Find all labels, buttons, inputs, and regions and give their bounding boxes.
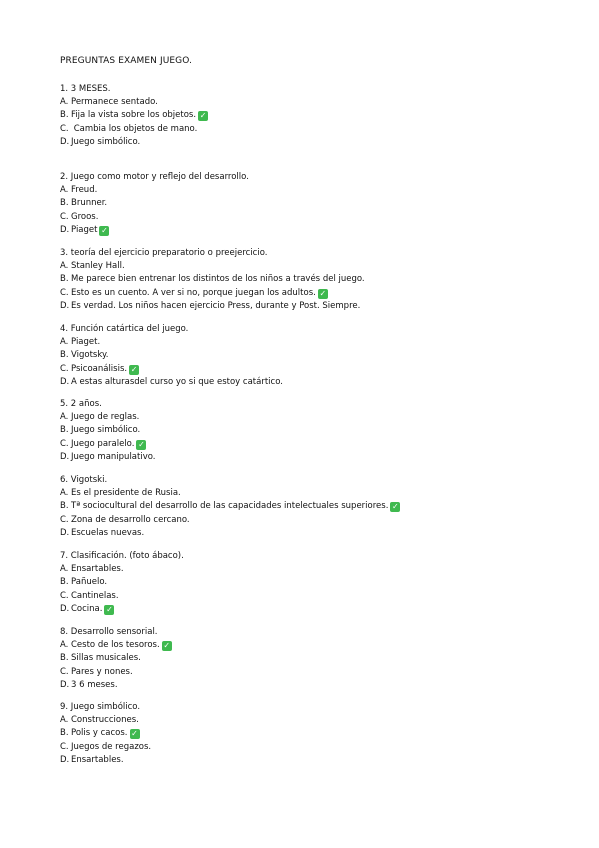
answer-option bbox=[60, 424, 156, 437]
option-letter: C. bbox=[60, 363, 69, 374]
question-block bbox=[60, 398, 156, 464]
option-letter: D. bbox=[60, 224, 70, 235]
option-letter: A. bbox=[60, 261, 69, 272]
question-block bbox=[60, 474, 400, 540]
option-letter: C. bbox=[60, 590, 69, 601]
option-text: Vigotsky. bbox=[71, 350, 109, 361]
answer-option bbox=[60, 563, 184, 576]
option-letter: B. bbox=[60, 425, 69, 436]
option-letter: B. bbox=[60, 577, 69, 588]
answer-option bbox=[60, 273, 365, 286]
option-letter: B. bbox=[60, 274, 69, 285]
option-letter: D. bbox=[60, 376, 70, 387]
option-text: Groos. bbox=[71, 211, 99, 222]
option-text: Zona de desarrollo cercano. bbox=[71, 514, 190, 525]
answer-option bbox=[60, 666, 172, 679]
option-text: Juegos de regazos. bbox=[71, 741, 152, 752]
question-block bbox=[60, 701, 151, 767]
option-letter: D. bbox=[60, 527, 70, 538]
question-block bbox=[60, 323, 283, 389]
answer-option bbox=[60, 211, 249, 224]
option-text: Cantinelas. bbox=[71, 590, 119, 601]
option-text: Polis y cacos. bbox=[71, 728, 128, 739]
answer-option bbox=[60, 438, 156, 451]
answer-option bbox=[60, 363, 283, 376]
option-letter: C. bbox=[60, 666, 69, 677]
option-text: Ensartables. bbox=[71, 754, 124, 765]
question-block bbox=[60, 550, 184, 616]
option-letter: B. bbox=[60, 110, 69, 121]
option-letter: A. bbox=[60, 640, 69, 651]
option-text: Juego simbólico. bbox=[71, 425, 141, 436]
option-text: Esto es un cuento. A ver si no, porque juegan los adultos. bbox=[71, 287, 316, 298]
question-stem: 7. Clasificación. (foto ábaco). bbox=[60, 551, 184, 561]
option-letter: D. bbox=[60, 451, 70, 462]
question-block bbox=[60, 247, 365, 313]
answer-option bbox=[60, 123, 208, 136]
option-text: Permanece sentado. bbox=[71, 97, 158, 108]
option-text: Piaget bbox=[71, 224, 98, 235]
answer-option bbox=[60, 197, 249, 210]
checkmark-icon: ✓ bbox=[199, 111, 207, 121]
question-stem: 2. Juego como motor y reflejo del desarrollo. bbox=[60, 172, 249, 182]
option-text: Construcciones. bbox=[71, 715, 139, 726]
question-stem: 6. Vigotski. bbox=[60, 475, 108, 485]
option-letter: C. bbox=[60, 211, 69, 222]
option-letter: C. bbox=[60, 514, 69, 525]
checkmark-icon: ✓ bbox=[131, 729, 138, 739]
checkmark-icon: ✓ bbox=[106, 604, 113, 614]
option-letter: D. bbox=[60, 603, 70, 614]
checkmark-icon: ✓ bbox=[130, 364, 138, 374]
answer-option bbox=[60, 652, 172, 665]
option-letter: B. bbox=[60, 198, 69, 209]
answer-option bbox=[60, 136, 208, 149]
option-text: Pares y nones. bbox=[71, 666, 133, 677]
question-stem: 3. teoría del ejercicio preparatorio o preejercicio. bbox=[60, 248, 268, 258]
question-stem: 1. 3 MESES. bbox=[60, 84, 111, 94]
option-letter: D. bbox=[60, 136, 70, 147]
answer-option bbox=[60, 224, 249, 237]
option-text: Cesto de los tesoros. bbox=[71, 640, 160, 651]
option-letter: B. bbox=[60, 350, 69, 361]
answer-option bbox=[60, 260, 365, 273]
option-letter: C. bbox=[60, 741, 69, 752]
answer-option bbox=[60, 184, 249, 197]
option-letter: A. bbox=[60, 488, 69, 499]
checkmark-icon: ✓ bbox=[392, 502, 399, 512]
option-text: Juego manipulativo. bbox=[71, 451, 156, 462]
option-letter: C. bbox=[60, 438, 69, 449]
option-text: Fija la vista sobre los objetos. bbox=[71, 110, 197, 121]
answer-option bbox=[60, 679, 172, 692]
option-letter: A. bbox=[60, 412, 69, 423]
option-letter: D. bbox=[60, 300, 70, 311]
answer-option bbox=[60, 336, 283, 349]
answer-option bbox=[60, 500, 400, 513]
checkmark-icon: ✓ bbox=[101, 225, 108, 235]
answer-option bbox=[60, 300, 365, 313]
option-text: Es verdad. Los niños hacen ejercicio Press, durante y Post. Siempre. bbox=[71, 300, 361, 311]
option-letter: A. bbox=[60, 564, 69, 575]
answer-option bbox=[60, 487, 400, 500]
option-text: Juego de reglas. bbox=[71, 412, 140, 423]
checkmark-icon: ✓ bbox=[319, 288, 327, 298]
answer-option bbox=[60, 576, 184, 589]
option-text: Stanley Hall. bbox=[71, 261, 125, 272]
option-letter: C. bbox=[60, 123, 69, 134]
option-text: Sillas musicales. bbox=[71, 653, 141, 664]
option-text: Juego simbólico. bbox=[71, 136, 141, 147]
answer-option bbox=[60, 639, 172, 652]
question-stem: 5. 2 años. bbox=[60, 399, 102, 409]
document-title: PREGUNTAS EXAMEN JUEGO. bbox=[60, 56, 193, 66]
answer-option bbox=[60, 590, 184, 603]
option-letter: D. bbox=[60, 754, 70, 765]
option-text: Pañuelo. bbox=[71, 577, 108, 588]
question-stem: 4. Función catártica del juego. bbox=[60, 324, 189, 334]
option-text: Me parece bien entrenar los distintos de los niños a través del juego. bbox=[71, 274, 365, 285]
answer-option bbox=[60, 349, 283, 362]
question-stem: 8. Desarrollo sensorial. bbox=[60, 627, 158, 637]
option-letter: B. bbox=[60, 653, 69, 664]
option-letter: C. bbox=[60, 287, 69, 298]
option-text: Cambia los objetos de mano. bbox=[71, 123, 198, 134]
checkmark-icon: ✓ bbox=[138, 439, 145, 449]
answer-option bbox=[60, 527, 400, 540]
option-letter: A. bbox=[60, 337, 69, 348]
option-text: 3 6 meses. bbox=[71, 679, 118, 690]
answer-option bbox=[60, 287, 365, 300]
question-block bbox=[60, 626, 172, 692]
option-text: Freud. bbox=[71, 185, 98, 196]
option-text: A estas alturasdel curso yo si que estoy catártico. bbox=[71, 376, 283, 387]
option-text: Juego paralelo. bbox=[71, 438, 135, 449]
question-stem: 9. Juego simbólico. bbox=[60, 702, 141, 712]
answer-option bbox=[60, 754, 151, 767]
option-letter: B. bbox=[60, 728, 69, 739]
option-text: Es el presidente de Rusia. bbox=[71, 488, 181, 499]
answer-option bbox=[60, 451, 156, 464]
option-letter: B. bbox=[60, 501, 69, 512]
option-text: Piaget. bbox=[71, 337, 101, 348]
option-letter: D. bbox=[60, 679, 70, 690]
option-text: Cocina. bbox=[71, 603, 103, 614]
option-letter: A. bbox=[60, 715, 69, 726]
answer-option bbox=[60, 411, 156, 424]
answer-option bbox=[60, 603, 184, 616]
option-letter: A. bbox=[60, 97, 69, 108]
option-letter: A. bbox=[60, 185, 69, 196]
answer-option bbox=[60, 514, 400, 527]
answer-option bbox=[60, 727, 151, 740]
question-block bbox=[60, 83, 208, 149]
answer-option bbox=[60, 376, 283, 389]
option-text: Brunner. bbox=[71, 198, 108, 209]
answer-option bbox=[60, 714, 151, 727]
checkmark-icon: ✓ bbox=[163, 641, 171, 651]
answer-option bbox=[60, 96, 208, 109]
option-text: Psicoanálisis. bbox=[71, 363, 128, 374]
option-text: Ensartables. bbox=[71, 564, 124, 575]
answer-option bbox=[60, 741, 151, 754]
answer-option bbox=[60, 109, 208, 122]
option-text: Tª sociocultural del desarrollo de las capacidades intelectuales superiores. bbox=[71, 501, 389, 512]
option-text: Escuelas nuevas. bbox=[71, 527, 145, 538]
question-block bbox=[60, 171, 249, 237]
